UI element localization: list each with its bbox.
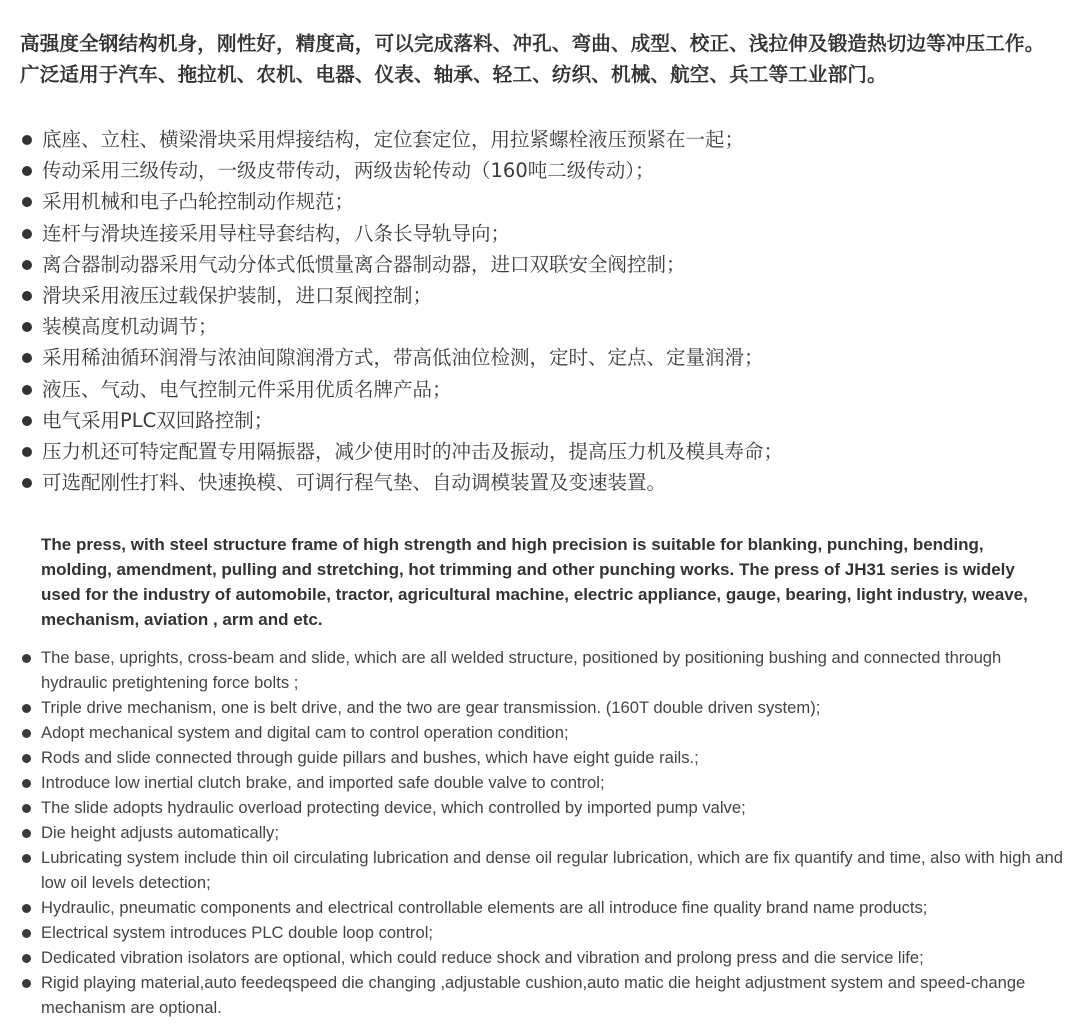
bullet-icon bbox=[22, 854, 31, 863]
en-intro-paragraph: The press, with steel structure frame of high strength and high precision is suitable for blanking, punching, bending, molding, amendment, pulling and stretching, hot trimming and other punching works. The press of JH31 series is widely used for the industry of automobile, tractor, agricultural machine, electric appliance, gauge, bearing, light industry, weave, mechanism, aviation , arm and etc. bbox=[41, 535, 1028, 629]
bullet-icon bbox=[22, 954, 31, 963]
list-item bbox=[20, 920, 1070, 945]
list-item bbox=[20, 720, 1070, 745]
bullet-icon bbox=[22, 385, 32, 395]
list-item bbox=[20, 795, 1070, 820]
list-item-text: Triple drive mechanism, one is belt drive, and the two are gear transmission. (160T double driven system); bbox=[41, 698, 821, 717]
list-item-text: Lubricating system include thin oil circulating lubrication and dense oil regular lubrication, which are fix quantify and time, also with high and low oil levels detection; bbox=[41, 848, 1063, 892]
bullet-icon bbox=[22, 829, 31, 838]
bullet-icon bbox=[22, 929, 31, 938]
bullet-icon bbox=[22, 804, 31, 813]
list-item-text: 滑块采用液压过载保护装制，进口泵阀控制； bbox=[42, 284, 433, 308]
list-item-text: Die height adjusts automatically; bbox=[41, 823, 279, 842]
list-item bbox=[20, 186, 1070, 217]
zh-feature-list bbox=[20, 124, 1070, 498]
bullet-icon bbox=[22, 135, 32, 145]
list-item-text: 连杆与滑块连接采用导柱导套结构，八条长导轨导向； bbox=[42, 221, 511, 245]
list-item-text: 底座、立柱、横梁滑块采用焊接结构，定位套定位，用拉紧螺栓液压预紧在一起； bbox=[42, 128, 745, 151]
list-item-text: Hydraulic, pneumatic components and electrical controllable elements are all introduce fine quality brand name products; bbox=[41, 898, 928, 917]
bullet-icon bbox=[22, 166, 32, 176]
bullet-icon bbox=[22, 260, 32, 270]
bullet-icon bbox=[22, 478, 32, 488]
list-item-text: Introduce low inertial clutch brake, and imported safe double valve to control; bbox=[41, 773, 605, 792]
list-item bbox=[20, 124, 1070, 155]
bullet-icon bbox=[22, 291, 32, 301]
bullet-icon bbox=[22, 353, 32, 363]
bullet-icon bbox=[22, 447, 32, 457]
list-item-text: Dedicated vibration isolators are optional, which could reduce shock and vibration and prolong press and die service life; bbox=[41, 948, 924, 967]
list-item bbox=[20, 374, 1070, 405]
zh-intro-paragraph: 高强度全钢结构机身，刚性好，精度高，可以完成落料、冲孔、弯曲、成型、校正、浅拉伸及锻造热切边等冲压工作。广泛适用于汽车、拖拉机、农机、电器、仪表、轴承、轻工、纺织、机械、航空、兵工等工业部门。 bbox=[20, 32, 1045, 86]
bullet-icon bbox=[22, 416, 32, 426]
bullet-icon bbox=[22, 979, 31, 988]
list-item bbox=[20, 695, 1070, 720]
list-item-text: Electrical system introduces PLC double loop control; bbox=[41, 923, 433, 942]
list-item-text: Adopt mechanical system and digital cam to control operation condition; bbox=[41, 723, 569, 742]
list-item-text: 离合器制动器采用气动分体式低惯量离合器制动器，进口双联安全阀控制； bbox=[42, 252, 686, 276]
list-item bbox=[20, 280, 1070, 311]
list-item bbox=[20, 218, 1070, 249]
bullet-icon bbox=[22, 779, 31, 788]
list-item bbox=[20, 745, 1070, 770]
list-item bbox=[20, 970, 1070, 1020]
list-item bbox=[20, 895, 1070, 920]
list-item bbox=[20, 645, 1070, 695]
bullet-icon bbox=[22, 704, 31, 713]
list-item-text: 压力机还可特定配置专用隔振器，减少使用时的冲击及振动，提高压力机及模具寿命； bbox=[42, 440, 784, 464]
bullet-icon bbox=[22, 729, 31, 738]
list-item-text: 传动采用三级传动，一级皮带传动，两级齿轮传动（160吨二级传动）； bbox=[42, 159, 655, 183]
en-feature-list bbox=[20, 645, 1070, 1020]
list-item-text: Rigid playing material,auto feedeqspeed die changing ,adjustable cushion,auto matic die height adjustment system and speed-change mechanism are optional. bbox=[41, 973, 1026, 1017]
list-item-text: 液压、气动、电气控制元件采用优质名牌产品； bbox=[42, 377, 452, 401]
list-item bbox=[20, 467, 1070, 498]
bullet-icon bbox=[22, 229, 32, 239]
list-item-text: 采用稀油循环润滑与浓油间隙润滑方式，带高低油位检测，定时、定点、定量润滑； bbox=[42, 346, 764, 370]
list-item bbox=[20, 342, 1070, 373]
list-item-text: Rods and slide connected through guide pillars and bushes, which have eight guide rails.; bbox=[41, 748, 699, 767]
list-item-text: 可选配刚性打料、快速换模、可调行程气垫、自动调模装置及变速装置。 bbox=[42, 471, 667, 495]
list-item bbox=[20, 311, 1070, 342]
bullet-icon bbox=[22, 322, 32, 332]
list-item bbox=[20, 820, 1070, 845]
bullet-icon bbox=[22, 904, 31, 913]
list-item bbox=[20, 770, 1070, 795]
bullet-icon bbox=[22, 654, 31, 663]
list-item bbox=[20, 436, 1070, 467]
list-item bbox=[20, 249, 1070, 280]
list-item bbox=[20, 155, 1070, 186]
list-item-text: The slide adopts hydraulic overload protecting device, which controlled by imported pump valve; bbox=[41, 798, 746, 817]
list-item-text: 装模高度机动调节； bbox=[42, 315, 218, 339]
list-item-text: The base, uprights, cross-beam and slide, which are all welded structure, positioned by positioning bushing and connected through hydraulic pretightening force bolts ; bbox=[41, 648, 1002, 692]
bullet-icon bbox=[22, 197, 32, 207]
list-item-text: 电气采用PLC双回路控制； bbox=[42, 408, 274, 432]
list-item-text: 采用机械和电子凸轮控制动作规范； bbox=[42, 190, 355, 214]
bullet-icon bbox=[22, 754, 31, 763]
list-item bbox=[20, 945, 1070, 970]
list-item bbox=[20, 845, 1070, 895]
list-item bbox=[20, 405, 1070, 436]
